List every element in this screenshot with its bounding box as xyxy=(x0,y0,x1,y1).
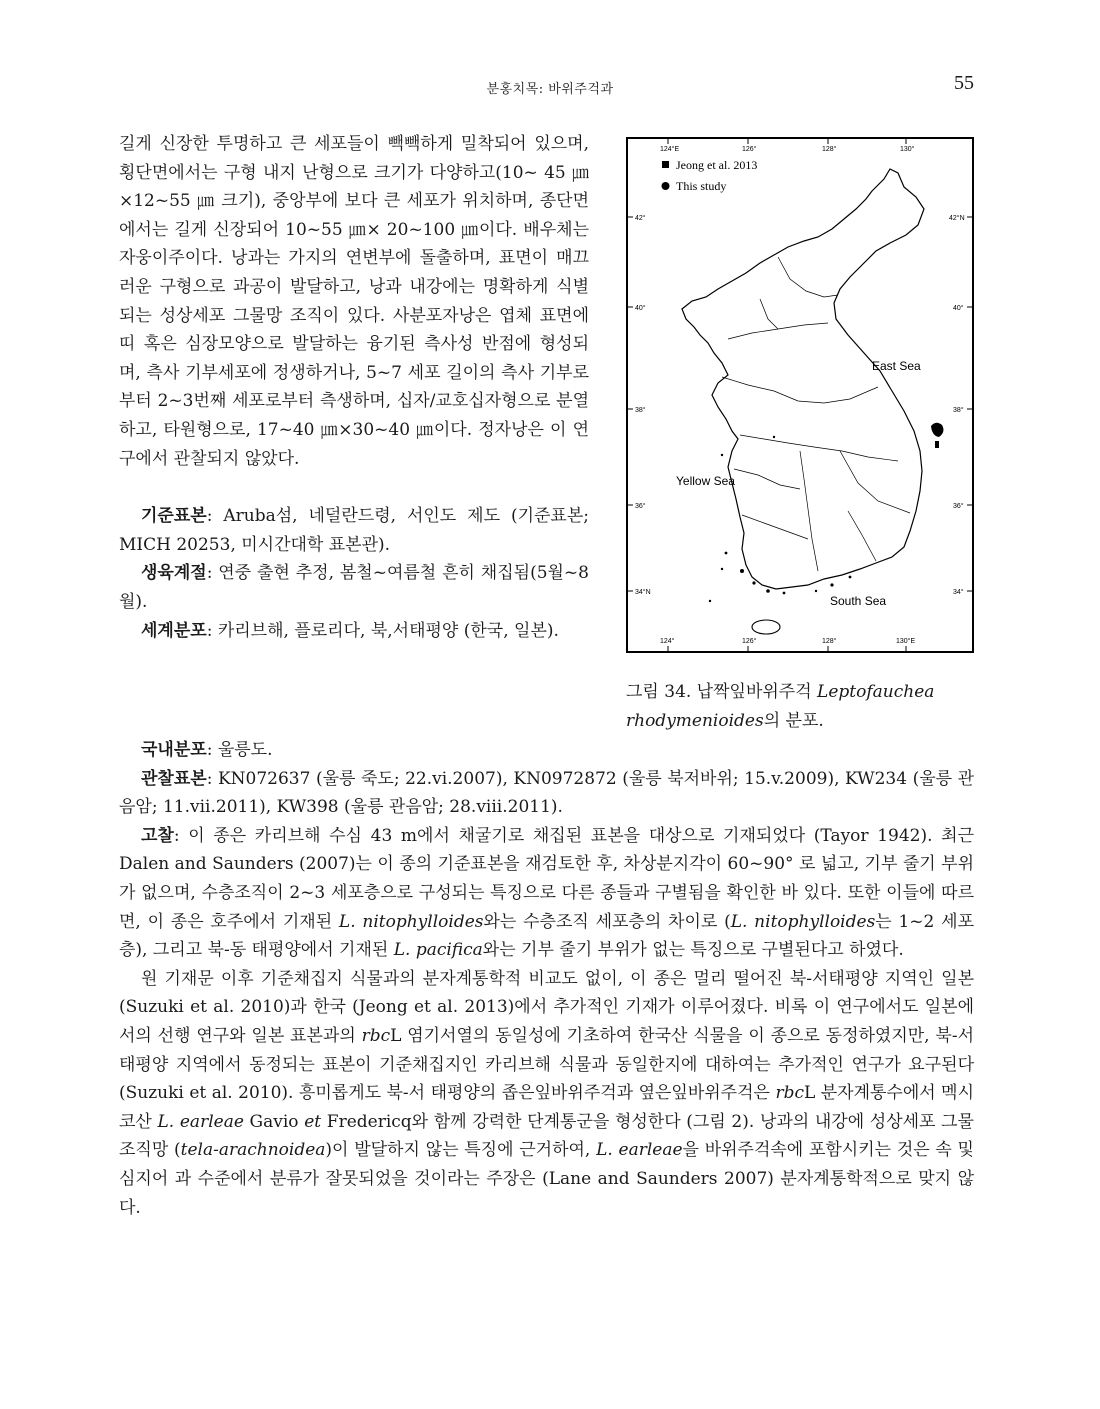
remarks-text: L 염기서열의 동일성에 기초하여 한국산 식물을 이 종으로 동정하였지만, 북-서 태평양 지역에서 동정되는 표본이 기준채집지인 카리브해 식물과 동일한지에 대하여는 추가적인 연구가 요구된다 (Suzuki et al. 2010). 흥미롭게도 북-서 태평양의 좁은잎바위주걱과 옆은잎바위주걱은 xyxy=(119,1025,974,1104)
lon-label-top: 126° xyxy=(742,146,757,153)
remarks-text: 와는 기부 줄기 부위가 없는 특징으로 구별된다고 하였다. xyxy=(482,940,904,961)
growth-season-label: 생육계절 xyxy=(141,563,207,584)
species-name: L. earleae xyxy=(157,1111,244,1132)
map-ticks xyxy=(628,139,972,651)
remarks-text: L 분자계통수에서 멕시코산 xyxy=(119,1083,974,1132)
korea-distribution xyxy=(119,736,974,765)
remarks-text: 원 기재문 이후 기준채집지 식물과의 분자계통학적 비교도 없이, 이 종은 멀리 떨어진 북-서태평양 지역인 일본 (Suzuki et al. 2010)과 한국 (Jeong et al. 2013)에서 추가적인 기재가 이루어졌다. 비록 이 연구에서도 일본에서의 선행 연구와 일본 표본과의 xyxy=(119,968,974,1046)
lat-label-right: 42°N xyxy=(949,215,965,222)
remarks-label: 고찰 xyxy=(141,825,174,846)
caption-text: 그림 34. 납짝잎바위주걱 xyxy=(626,682,818,702)
lat-label-right: 38° xyxy=(953,407,964,414)
caption-text: 의 분포. xyxy=(763,710,824,731)
lon-label-top: 124°E xyxy=(660,146,680,153)
growth-season xyxy=(119,559,589,616)
growth-season-text: : 연중 출현 추정, 봄철~여름철 흔히 채집됨(5월~8월). xyxy=(119,563,589,612)
korean-peninsula-coastline xyxy=(682,169,924,589)
remarks-text: Gavio xyxy=(243,1111,305,1132)
lon-label-top: 128° xyxy=(822,146,837,153)
type-specimen-text: : Aruba섬, 네덜란드령, 서인도 제도 (기준표본; MICH 20253, 미시간대학 표본관). xyxy=(119,506,589,555)
gene-name: rbc xyxy=(361,1025,391,1046)
left-column xyxy=(119,130,589,645)
lon-label-bottom: 126° xyxy=(742,638,757,645)
east-sea-label: East Sea xyxy=(872,359,921,373)
running-title: 분홍치목: 바위주걱과 xyxy=(486,82,614,97)
remarks-text: 을 바위주걱속에 포함시키는 것은 속 및 심지어 과 수준에서 분류가 잘못되었을 것이라는 주장은 (Lane and Saunders 2007) 분자계통학적으로 맞지 않다. xyxy=(119,1140,974,1218)
caption-species-name: Leptofauchea rhodymenioides xyxy=(626,682,935,731)
type-specimen-label: 기준표본 xyxy=(141,506,207,527)
gene-name: rbc xyxy=(775,1083,804,1104)
lat-label-left: 40° xyxy=(635,305,646,312)
legend-square-marker xyxy=(662,161,669,168)
jeju-island xyxy=(752,620,780,634)
lon-label-bottom: 124° xyxy=(660,638,675,645)
species-name: L. nitophylloides xyxy=(730,911,876,932)
remarks-paragraph-1 xyxy=(119,822,974,965)
remarks-text: : 이 종은 카리브해 수심 43 m에서 채굴기로 채집된 표본을 대상으로 기재되었다 (Tayor 1942). 최근 Dalen and Saunders (2007)는 이 종의 기준표본을 재검토한 후, 차상분지각이 60~90° 로 넓고, 기부 줄기 부위가 없으며, 수층조직이 2~3 세포층으로 구성되는 특징으로 다른 종들과 구별됨을 확인한 바 있다. 또한 이들에 따르면, 이 종은 호주에서 기재된 xyxy=(119,825,974,932)
distribution-map xyxy=(626,137,974,653)
ulleungdo-this-study-marker xyxy=(931,423,943,448)
type-specimen xyxy=(119,502,589,559)
lat-label-right: 34° xyxy=(953,589,964,596)
south-sea-label: South Sea xyxy=(830,594,887,608)
world-distribution-label: 세계분포 xyxy=(141,620,207,641)
author-conjunction: et xyxy=(304,1111,322,1132)
lon-label-top: 130° xyxy=(900,146,915,153)
lon-label-bottom: 130°E xyxy=(896,638,916,645)
description-paragraph: 길게 신장한 투명하고 큰 세포들이 빽빽하게 밀착되어 있으며, 횡단면에서는 구형 내지 난형으로 크기가 다양하고(10~ 45 ㎛×12~55 ㎛ 크기), 중앙부에 보다 큰 세포가 위치하며, 종단면에서는 길게 신장되어 10~55 ㎛× 20~100 ㎛이다. 배우체는 자웅이주이다. 낭과는 가지의 연변부에 돌출하며, 표면이 매끄러운 구형으로 과공이 발달하고, 낭과 내강에는 명확하게 식별되는 성상세포 그물망 조직이 있다. 사분포자낭은 엽체 표면에 띠 혹은 심장모양으로 발달하는 융기된 측사성 반점에 형성되며, 측사 기부세포에 정생하거나, 5~7 세포 길이의 측사 기부로부터 2~3번째 세포로부터 측생하며, 십자/교호십자형으로 분열하고, 타원형으로, 17~40 ㎛×30~40 ㎛이다. 정자낭은 이 연구에서 관찰되지 않았다. xyxy=(119,134,589,469)
observed-specimens-text: : KN072637 (울릉 죽도; 22.vi.2007), KN0972872 (울릉 북저바위; 15.v.2009), KW234 (울릉 관음암; 11.vii.2011), KW398 (울릉 관음암; 28.viii.2011). xyxy=(119,768,974,818)
remarks-text: Fredericq와 함께 강력한 단계통군을 형성한다 (그림 2). 낭과의 내강에 성상세포 그물 조직망 ( xyxy=(119,1111,974,1161)
world-distribution-text: : 카리브해, 플로리다, 북,서태평양 (한국, 일본). xyxy=(206,620,559,641)
legend-item-this-study: This study xyxy=(676,179,727,193)
figure-caption xyxy=(626,678,976,735)
lat-label-right: 40° xyxy=(953,305,964,312)
lat-label-left: 42° xyxy=(635,215,646,222)
map-svg xyxy=(628,139,972,651)
lat-label-right: 36° xyxy=(953,503,964,510)
legend-item-jeong: Jeong et al. 2013 xyxy=(676,158,758,172)
observed-specimens xyxy=(119,765,974,822)
anatomy-term: tela-arachnoidea xyxy=(180,1140,326,1161)
remarks-paragraph-2 xyxy=(119,965,974,1222)
province-boundaries xyxy=(722,257,910,571)
legend-circle-marker xyxy=(662,182,670,190)
page-number: 55 xyxy=(954,72,974,94)
full-width-text xyxy=(119,736,974,1222)
remarks-text: )이 발달하지 않는 특징에 근거하여, xyxy=(325,1140,597,1161)
remarks-text: 는 1~2 세포층), 그리고 북-동 태평양에서 기재된 xyxy=(119,911,974,961)
species-name: L. earleae xyxy=(596,1140,683,1161)
lon-label-bottom: 128° xyxy=(822,638,837,645)
remarks-text: 와는 수층조직 세포층의 차이로 ( xyxy=(483,911,731,932)
yellow-sea-label: Yellow Sea xyxy=(676,474,735,488)
species-name: L. nitophylloides xyxy=(338,911,484,932)
world-distribution xyxy=(119,617,589,646)
korea-distribution-label: 국내분포 xyxy=(141,740,207,760)
observed-specimens-label: 관찰표본 xyxy=(141,768,207,789)
lat-label-left: 36° xyxy=(635,503,646,510)
species-name: L. pacifica xyxy=(393,940,483,961)
lat-label-left: 38° xyxy=(635,407,646,414)
lat-label-left: 34°N xyxy=(635,589,651,596)
korea-distribution-text: : 울릉도. xyxy=(206,740,273,760)
